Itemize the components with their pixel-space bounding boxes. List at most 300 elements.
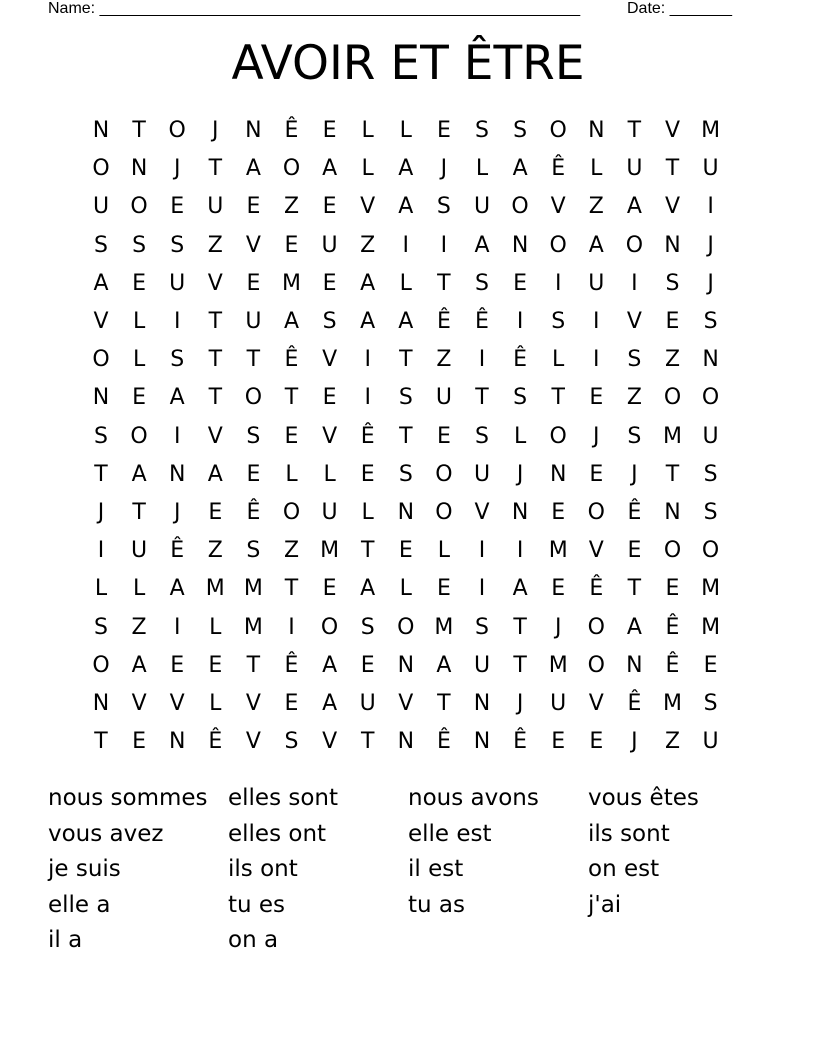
grid-letter: N (626, 652, 643, 678)
grid-letter: T (132, 500, 146, 525)
grid-letter: T (94, 729, 108, 755)
grid-letter: Ê (589, 576, 604, 602)
grid-letter: E (665, 576, 680, 602)
grid-letter: V (245, 232, 261, 258)
grid-letter: E (703, 652, 718, 678)
grid-letter: E (551, 576, 566, 602)
word-list-item: on a (228, 927, 279, 953)
grid-letter: E (360, 652, 375, 678)
grid-letter: E (208, 500, 223, 525)
grid-letter: L (399, 118, 412, 143)
grid-letter: S (284, 729, 299, 755)
grid-letter: U (588, 270, 605, 296)
grid-letter: N (702, 347, 719, 373)
grid-letter: Ê (513, 347, 528, 373)
grid-letter: S (703, 309, 718, 334)
grid-letter: S (475, 614, 489, 640)
grid-letter: N (588, 118, 605, 143)
grid-letter: N (473, 691, 491, 716)
grid-letter: J (516, 691, 524, 716)
grid-letter: T (360, 538, 375, 564)
grid-letter: Z (664, 347, 681, 373)
grid-letter: A (436, 652, 452, 678)
grid-letter: T (665, 156, 680, 182)
grid-letter: O (282, 500, 301, 525)
grid-letter: O (587, 614, 605, 640)
grid-letter: O (625, 232, 644, 258)
grid-letter: T (360, 729, 375, 755)
grid-letter: O (701, 385, 720, 411)
grid-letter: A (322, 156, 338, 182)
grid-letter: E (132, 270, 147, 296)
grid-row (0, 647, 816, 685)
grid-letter: A (474, 232, 490, 258)
grid-letter: T (246, 347, 261, 373)
grid-row (0, 188, 816, 226)
grid-letter: S (627, 347, 642, 373)
grid-letter: T (513, 614, 527, 640)
grid-letter: A (626, 614, 642, 640)
grid-letter: I (173, 614, 181, 640)
grid-letter: M (548, 538, 568, 564)
grid-row (0, 685, 816, 723)
grid-letter: O (168, 118, 186, 143)
grid-letter: Z (626, 385, 642, 411)
grid-letter: U (473, 461, 491, 487)
grid-letter: V (588, 691, 604, 716)
grid-letter: L (132, 347, 146, 373)
word-list-item: ils ont (228, 856, 298, 882)
grid-letter: I (478, 576, 486, 602)
grid-letter: N (511, 232, 529, 258)
grid-letter: A (398, 194, 414, 220)
grid-letter: U (473, 194, 491, 220)
grid-letter: Z (436, 347, 452, 373)
grid-letter: A (283, 309, 300, 334)
grid-letter: L (132, 309, 146, 334)
word-list-item: vous avez (48, 820, 164, 847)
grid-letter: S (360, 614, 375, 640)
grid-letter: T (284, 576, 299, 602)
grid-letter: S (703, 461, 718, 487)
grid-letter: N (168, 729, 186, 755)
grid-letter: L (361, 500, 374, 525)
grid-letter: T (208, 385, 223, 411)
grid-letter: U (359, 691, 376, 716)
word-list-item: nous sommes (48, 785, 208, 811)
grid-letter: U (473, 652, 491, 678)
grid-letter: A (207, 461, 223, 487)
grid-letter: V (398, 691, 414, 716)
grid-letter: E (322, 118, 337, 143)
grid-letter: J (707, 270, 714, 296)
grid-letter: E (208, 652, 223, 678)
grid-letter: E (589, 729, 604, 755)
grid-letter: A (512, 156, 528, 182)
grid-letter: N (549, 461, 567, 487)
grid-letter: L (94, 576, 108, 602)
grid-letter: N (168, 461, 186, 487)
grid-letter: I (707, 194, 714, 220)
grid-letter: A (398, 156, 414, 182)
grid-letter: Ê (208, 729, 223, 755)
grid-letter: S (513, 118, 528, 143)
grid-letter: J (631, 461, 638, 487)
grid-letter: V (93, 309, 109, 334)
grid-letter: J (554, 614, 562, 640)
grid-letter: E (170, 194, 185, 220)
grid-letter: T (627, 118, 642, 143)
grid-letter: T (665, 461, 680, 487)
grid-letter: A (169, 385, 185, 411)
grid-letter: T (208, 347, 223, 373)
grid-letter: T (399, 347, 413, 373)
grid-letter: Ê (284, 652, 299, 678)
grid-letter: A (360, 576, 376, 602)
grid-letter: U (207, 194, 224, 220)
grid-letter: L (399, 576, 412, 602)
grid-letter: V (131, 691, 147, 716)
grid-row (0, 265, 816, 303)
grid-letter: S (436, 194, 451, 220)
grid-letter: L (513, 423, 527, 449)
grid-row (0, 227, 816, 265)
grid-letter: U (321, 232, 338, 258)
grid-letter: T (475, 385, 489, 411)
grid-letter: N (511, 500, 529, 525)
grid-row (0, 532, 816, 570)
grid-letter: L (209, 614, 222, 640)
grid-letter: S (703, 691, 718, 716)
grid-letter: A (131, 461, 147, 487)
grid-letter: Ê (513, 729, 528, 755)
grid-letter: U (92, 194, 110, 220)
grid-letter: M (320, 538, 340, 564)
grid-letter: S (627, 423, 642, 449)
grid-row (0, 570, 816, 608)
grid-letter: Ê (170, 538, 185, 564)
grid-letter: O (511, 194, 529, 220)
grid-letter: M (701, 576, 721, 602)
grid-letter: S (475, 423, 489, 449)
grid-letter: O (587, 652, 605, 678)
grid-letter: T (208, 156, 223, 182)
grid-letter: Z (207, 538, 223, 564)
grid-letter: T (132, 118, 146, 143)
word-list-item: ils sont (588, 820, 670, 847)
grid-letter: Ê (627, 691, 642, 716)
grid-letter: E (551, 500, 566, 525)
grid-letter: V (245, 691, 261, 716)
grid-letter: N (397, 729, 415, 755)
grid-letter: I (288, 614, 295, 640)
grid-letter: O (663, 538, 682, 564)
grid-letter: E (551, 729, 566, 755)
grid-row (0, 112, 816, 150)
grid-letter: T (437, 270, 451, 296)
grid-letter: Z (131, 614, 147, 640)
word-list-item: tu es (228, 891, 286, 918)
grid-letter: M (548, 652, 568, 678)
grid-letter: E (589, 385, 604, 411)
grid-letter: I (478, 538, 486, 564)
grid-letter: V (322, 347, 338, 373)
grid-letter: O (130, 194, 148, 220)
grid-letter: N (92, 118, 110, 143)
grid-letter: U (626, 156, 643, 182)
grid-letter: A (398, 309, 414, 334)
grid-letter: O (244, 385, 263, 411)
grid-letter: O (587, 500, 605, 525)
grid-letter: S (170, 232, 185, 258)
grid-letter: Z (207, 232, 223, 258)
grid-letter: E (436, 423, 451, 449)
grid-letter: V (207, 423, 223, 449)
grid-letter: I (173, 309, 181, 334)
grid-letter: I (516, 538, 524, 564)
grid-letter: I (516, 309, 524, 334)
word-list-item: tu as (408, 891, 465, 918)
grid-letter: I (554, 270, 562, 296)
grid-letter: S (475, 118, 489, 143)
grid-letter: L (475, 156, 489, 182)
name-field-label: Name: ______________________________________________________ (48, 0, 581, 17)
grid-letter: L (361, 118, 374, 143)
grid-letter: M (701, 118, 721, 143)
grid-letter: I (593, 309, 600, 334)
grid-letter: E (284, 691, 299, 716)
grid-letter: J (707, 232, 714, 258)
grid-letter: J (212, 118, 219, 143)
grid-letter: E (246, 270, 261, 296)
grid-letter: M (434, 614, 454, 640)
grid-letter: T (284, 385, 299, 411)
grid-letter: T (208, 309, 223, 334)
grid-letter: Ê (246, 500, 261, 525)
grid-letter: Ê (551, 156, 566, 182)
grid-letter: Z (283, 194, 300, 220)
grid-letter: A (169, 576, 185, 602)
grid-letter: E (360, 461, 375, 487)
grid-letter: V (550, 194, 566, 220)
grid-letter: U (435, 385, 452, 411)
grid-letter: I (364, 347, 371, 373)
grid-letter: U (702, 423, 719, 449)
grid-letter: E (398, 538, 413, 564)
grid-letter: T (437, 691, 451, 716)
grid-row (0, 494, 816, 532)
grid-letter: S (246, 423, 261, 449)
grid-letter: S (94, 614, 108, 640)
grid-letter: S (513, 385, 528, 411)
grid-letter: Z (283, 538, 300, 564)
grid-letter: M (243, 576, 263, 602)
grid-letter: U (245, 309, 262, 334)
grid-letter: O (663, 385, 682, 411)
grid-letter: A (360, 270, 376, 296)
grid-letter: Ê (284, 118, 299, 143)
grid-letter: S (170, 347, 185, 373)
grid-letter: O (130, 423, 148, 449)
grid-letter: S (246, 538, 261, 564)
grid-letter: V (245, 729, 261, 755)
date-field-label: Date: _______ (627, 0, 732, 17)
grid-letter: M (243, 614, 263, 640)
grid-letter: A (322, 652, 338, 678)
grid-letter: J (440, 156, 448, 182)
grid-letter: E (132, 729, 147, 755)
grid-letter: E (322, 194, 337, 220)
grid-letter: S (322, 309, 337, 334)
grid-letter: L (323, 461, 336, 487)
grid-letter: U (550, 691, 567, 716)
grid-letter: N (397, 652, 415, 678)
grid-letter: E (436, 118, 451, 143)
grid-letter: U (702, 729, 719, 755)
grid-letter: T (627, 576, 642, 602)
grid-letter: O (549, 232, 567, 258)
grid-letter: Ê (436, 309, 451, 334)
grid-letter: A (626, 194, 642, 220)
grid-letter: O (320, 614, 339, 640)
grid-letter: M (205, 576, 225, 602)
grid-letter: N (130, 156, 148, 182)
grid-letter: I (440, 232, 448, 258)
grid-letter: M (701, 614, 721, 640)
grid-letter: E (436, 576, 451, 602)
grid-letter: V (322, 729, 338, 755)
grid-letter: I (593, 347, 600, 373)
grid-letter: V (360, 194, 376, 220)
grid-letter: S (398, 461, 413, 487)
worksheet-header (0, 0, 816, 20)
grid-letter: L (590, 156, 603, 182)
grid-letter: O (92, 156, 110, 182)
grid-row (0, 456, 816, 494)
grid-letter: Ê (360, 423, 375, 449)
grid-letter: V (626, 309, 642, 334)
grid-letter: O (92, 652, 110, 678)
grid-row (0, 379, 816, 417)
grid-letter: S (475, 270, 489, 296)
grid-letter: O (549, 118, 567, 143)
grid-letter: S (703, 500, 718, 525)
grid-letter: N (473, 729, 491, 755)
grid-letter: S (94, 232, 108, 258)
grid-letter: V (169, 691, 185, 716)
grid-letter: N (92, 691, 110, 716)
grid-letter: I (97, 538, 105, 564)
page-title: AVOIR ET ÊTRE (231, 36, 585, 91)
grid-letter: A (360, 309, 376, 334)
grid-letter: O (435, 500, 453, 525)
grid-letter: O (282, 156, 301, 182)
grid-letter: E (322, 576, 337, 602)
grid-letter: L (209, 691, 222, 716)
grid-letter: L (437, 538, 451, 564)
grid-letter: Ê (665, 614, 680, 640)
grid-letter: E (665, 309, 680, 334)
grid-letter: M (663, 691, 682, 716)
grid-row (0, 609, 816, 647)
grid-letter: J (631, 729, 638, 755)
grid-letter: A (322, 691, 338, 716)
grid-letter: E (284, 232, 299, 258)
grid-letter: S (398, 385, 413, 411)
grid-letter: U (702, 156, 719, 182)
grid-letter: E (627, 538, 642, 564)
grid-row (0, 723, 816, 761)
grid-letter: N (245, 118, 262, 143)
grid-letter: A (588, 232, 604, 258)
grid-letter: U (321, 500, 338, 525)
grid-letter: V (474, 500, 490, 525)
grid-letter: N (664, 232, 681, 258)
grid-letter: J (97, 500, 105, 525)
grid-letter: N (397, 500, 415, 525)
grid-letter: A (512, 576, 528, 602)
word-list-item: nous avons (408, 785, 539, 811)
grid-letter: T (246, 652, 261, 678)
grid-letter: I (478, 347, 486, 373)
grid-letter: E (322, 385, 337, 411)
grid-letter: T (513, 652, 527, 678)
grid-letter: S (665, 270, 680, 296)
grid-letter: L (285, 461, 298, 487)
grid-letter: T (399, 423, 413, 449)
grid-letter: Ê (627, 500, 642, 525)
grid-letter: M (282, 270, 301, 296)
word-list-item: vous êtes (588, 785, 699, 811)
grid-letter: S (132, 232, 147, 258)
grid-letter: V (207, 270, 223, 296)
grid-letter: I (402, 232, 410, 258)
grid-letter: E (284, 423, 299, 449)
word-list-item: il est (408, 856, 464, 882)
grid-letter: I (364, 385, 371, 411)
grid-letter: J (173, 156, 181, 182)
grid-letter: T (94, 461, 108, 487)
grid-letter: E (322, 270, 337, 296)
grid-letter: O (549, 423, 567, 449)
grid-letter: E (246, 194, 261, 220)
grid-letter: E (132, 385, 147, 411)
grid-letter: S (551, 309, 566, 334)
grid-letter: U (169, 270, 186, 296)
grid-letter: Z (664, 729, 681, 755)
grid-letter: V (664, 194, 681, 220)
grid-letter: V (588, 538, 604, 564)
grid-letter: I (631, 270, 638, 296)
grid-row (0, 418, 816, 456)
word-list-item: je suis (48, 856, 121, 882)
grid-letter: Ê (475, 309, 489, 334)
grid-letter: O (397, 614, 415, 640)
word-list-item: elles ont (228, 820, 327, 847)
grid-letter: T (551, 385, 565, 411)
grid-letter: E (589, 461, 604, 487)
word-list-item: il a (48, 927, 83, 953)
grid-letter: V (664, 118, 681, 143)
grid-letter: O (435, 461, 453, 487)
word-list-item: elles sont (228, 785, 339, 811)
grid-letter: Z (588, 194, 604, 220)
grid-letter: E (513, 270, 528, 296)
grid-letter: L (399, 270, 412, 296)
grid-letter: Ê (665, 652, 680, 678)
grid-letter: J (593, 423, 600, 449)
grid-letter: N (664, 500, 681, 525)
